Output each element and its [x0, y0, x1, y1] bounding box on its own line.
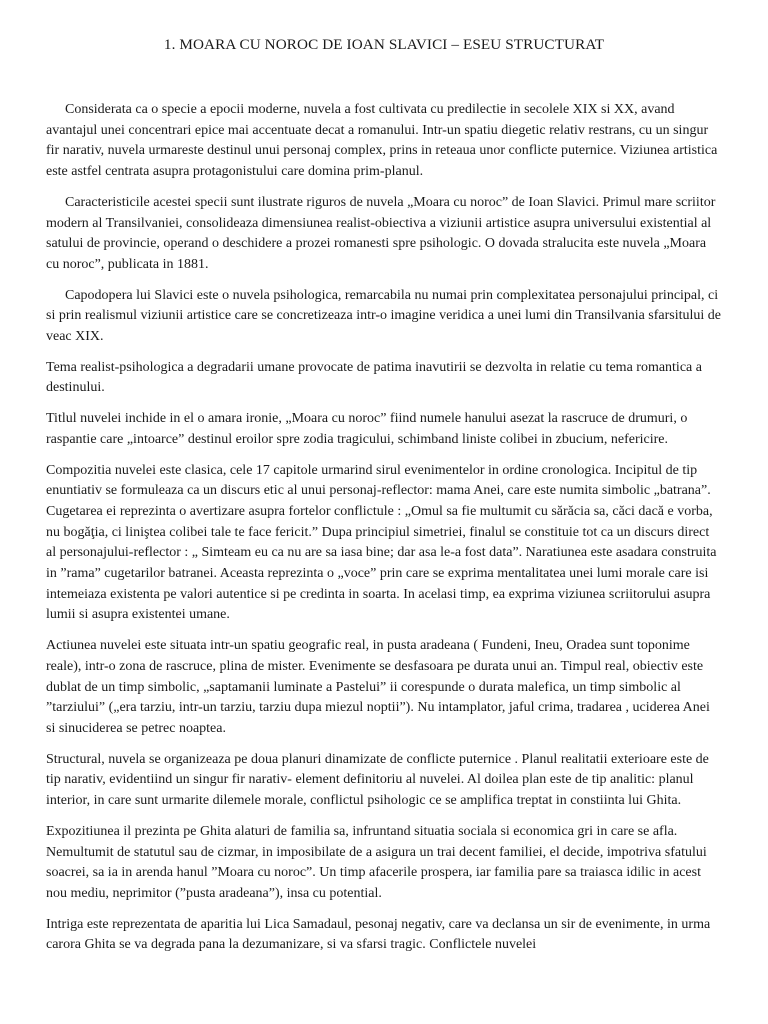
paragraph-title: Titlul nuvelei inchide in el o amara ironie, „Moara cu noroc” fiind numele hanului asezat la rascruce de drumuri, o raspantie care „intoarce” destinul eroilor spre zodia tragicului, schimband liniste colibei in zbucium, nefericire.: [46, 411, 688, 447]
paragraph-intro: Considerata ca o specie a epocii moderne, nuvela a fost cultivata cu predilectie in secolele XIX si XX, avand avantajul unei concentrari epice mai accentuate decat a romanului. Intr-un spatiu diegetic relativ restrans, cu un singur fir narativ, nuvela urmareste destinul unui personaj complex, prins in reteaua unor conflicte puternice. Viziunea artistica este astfel centrata asupra protagonistului care domina prim-planul.: [46, 102, 718, 180]
paragraph-characteristics: Caracteristicile acestei specii sunt ilustrate riguros de nuvela „Moara cu noroc” de Ioan Slavici. Primul mare scriitor modern al Transilvaniei, consolideaza dimensiunea realist-obiectiva a viziunii artistice asupra universului existential al satului de provincie, operand o deschidere a prozei romanesti spre psihologic. O dovada stralucita este nuvela „Moara cu noroc”, publicata in 1881.: [46, 194, 716, 272]
paragraph-exposition: Expozitiunea il prezinta pe Ghita alaturi de familia sa, infruntand situatia sociala si economica gri in care se afla. Nemultumit de statutul sau de cizmar, in imposibilate de a asigura un trai decent familiei, el decide, impotriva sfatului soacrei, sa ia in arenda hanul ”Moara cu noroc”. Un timp afacerile prospera, iar familia pare sa traiasca idilic in acest nou mediu, neprimitor (”pusta aradeana”), insa cu potential.: [46, 823, 707, 901]
paragraph-structure: Structural, nuvela se organizeaza pe doua planuri dinamizate de conflicte puternice . Planul realitatii exterioare este de tip narativ, evidentiind un singur fir narativ- element definitoriu al nuvelei. Al doilea plan este de tip analitic: planul interior, in care sunt urmarite dilemele morale, conflictul psihologic ce se amplifica treptat in constiinta lui Ghita.: [46, 751, 709, 809]
paragraph-action: Actiunea nuvelei este situata intr-un spatiu geografic real, in pusta aradeana ( Fundeni, Ineu, Oradea sunt toponime reale), intr-o zona de rascruce, plina de mister. Evenimente se desfasoara pe durata unui an. Timpul real, obiectiv este dublat de un timp simbolic, „saptamanii luminate a Pastelui” ii corespunde o durata malefica, un timp simbolic al ”tarziului” („era tarziu, intr-un tarziu, tarziu dupa miezul noptii”). Nu intamplator, jaful crima, tradarea , uciderea Anei si sinuciderea se petrec noaptea.: [46, 638, 710, 736]
paragraph-plot: Intriga este reprezentata de aparitia lui Lica Samadaul, pesonaj negativ, care va declansa un sir de evenimente, in urma carora Ghita se va degrada pana la dezumanizare, si va sfarsi tragic. Conflictele nuvelei: [46, 916, 711, 953]
paragraph-masterpiece: Capodopera lui Slavici este o nuvela psihologica, remarcabila nu numai prin complexitatea personajului principal, ci si prin realismul viziunii artistice care se concretizeaza intr-o imagine veridica a unei lumi din Transilvania sfarsitului de veac XIX.: [46, 287, 722, 345]
paragraph-composition: Compozitia nuvelei este clasica, cele 17 capitole urmarind sirul evenimentelor in ordine cronologica. Incipitul de tip enuntiativ se formuleaza ca un discurs etic al unui personaj-reflector: mama Anei, care este numita simbolic „batrana”. Cugetarea ei reprezinta o avertizare asupra fortelor conflictule : „Omul sa fie multumit cu sărăcia sa, căci dacă e vorba, nu bogăţia, ci liniştea colibei tale te face fericit.” Dupa principiul simetriei, finalul se constituie tot ca un discurs direct al personajului-reflector : „ Simteam eu ca nu are sa iasa bine; dar asa le-a fost data”. Naratiunea este asadara construita in ”rama” cugetarilor batranei. Aceasta reprezinta o „voce” prin care se exprima mentalitatea unei lumi morale care isi intemeiaza existenta pe valori autentice si pe credinta in soarta. In acelasi timp, ea exprima viziunea scriitorului asupra lumii si asupra existentei umane.: [46, 462, 717, 623]
document-body: [46, 100, 722, 966]
paragraph-theme: Tema realist-psihologica a degradarii umane provocate de patima inavutirii se dezvolta in relatie cu tema romantica a destinului.: [46, 359, 702, 396]
document-title: 1. MOARA CU NOROC DE IOAN SLAVICI – ESEU STRUCTURAT: [163, 36, 605, 53]
